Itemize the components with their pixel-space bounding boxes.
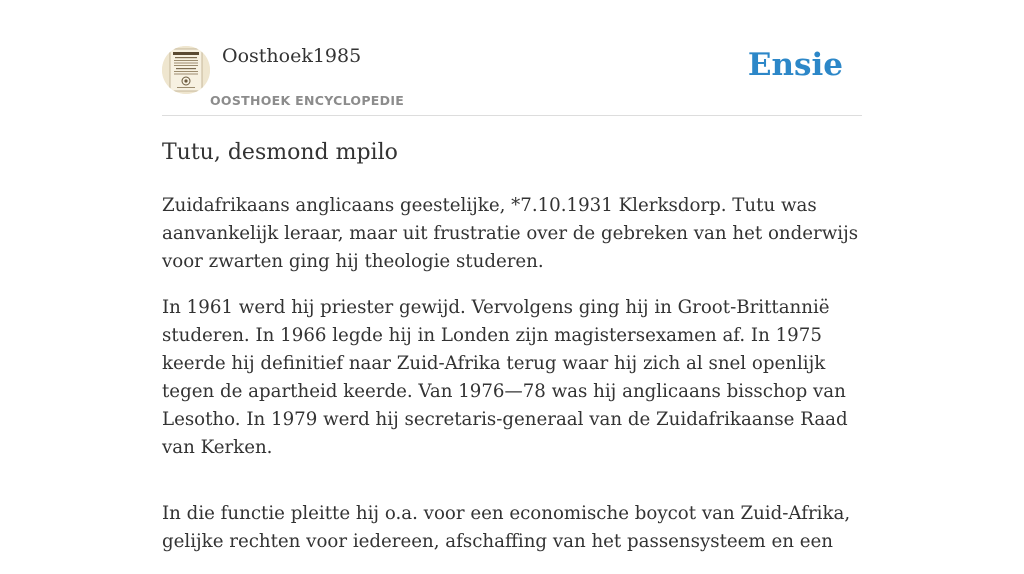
article-header bbox=[162, 0, 862, 116]
avatar[interactable] bbox=[162, 46, 210, 94]
article-card bbox=[162, 0, 862, 552]
brand-logo[interactable]: Ensie bbox=[747, 47, 843, 83]
source-label: OOSTHOEK ENCYCLOPEDIE bbox=[210, 93, 405, 108]
article-body bbox=[162, 192, 877, 574]
article-paragraph: Zuidafrikaans anglicaans geestelijke, *7.10.1931 Klerksdorp. Tutu was aanvankelijk leraar, maar uit frustratie over de gebreken van het onderwijs voor zwarten ging hij theologie studeren. bbox=[162, 195, 859, 272]
article-paragraph: In die functie pleitte hij o.a. voor een economische boycot van Zuid-Afrika, gelijke rechten voor iedereen, afschaffing van het passensysteem en een bbox=[162, 503, 851, 552]
article-paragraph: In 1961 werd hij priester gewijd. Vervolgens ging hij in Groot-Brittannië studeren. In 1966 legde hij in Londen zijn magistersexamen af. In 1975 keerde hij definitief naar Zuid-Afrika terug waar hij zich al snel openlijk tegen de apartheid keerde. Van 1976—78 was hij anglicaans bisschop van Lesotho. In 1979 werd hij secretaris-generaal van de Zuidafrikaanse Raad van Kerken. bbox=[162, 297, 848, 458]
article-title: Tutu, desmond mpilo bbox=[162, 140, 398, 165]
encyclopedia-title-page-avatar-icon bbox=[162, 46, 210, 94]
author-link[interactable]: Oosthoek1985 bbox=[222, 45, 362, 67]
